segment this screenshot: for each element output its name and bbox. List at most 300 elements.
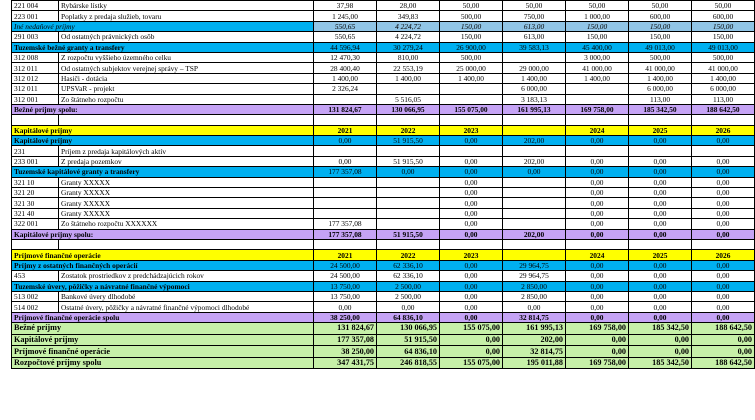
value-cell: 0,00: [440, 188, 503, 198]
table-row: [12, 177, 755, 187]
value-cell: [314, 94, 377, 104]
value-cell: 0,00: [503, 167, 566, 177]
row-label: Bankové úvery dlhodobé: [59, 291, 314, 301]
row-code: 513 002: [12, 291, 59, 301]
row-label: Hasiči - dotácia: [59, 73, 314, 83]
row-code: 221 004: [12, 1, 59, 11]
row-label: Od ostatných subjektov verejnej správy – TSP: [59, 63, 314, 73]
value-cell: [566, 115, 629, 125]
summary-value: 0,00: [566, 334, 629, 346]
summary-value: 246 818,55: [377, 357, 440, 369]
value-cell: 2 326,24: [314, 84, 377, 94]
row-label: UPSVaR - projekt: [59, 84, 314, 94]
value-cell: 500,00: [692, 52, 755, 62]
table-row: [12, 291, 755, 301]
row-label: Bežné príjmy spolu:: [12, 104, 314, 114]
row-code: 233 001: [12, 156, 59, 166]
value-cell: 550,65: [314, 32, 377, 42]
total-row: [12, 312, 755, 322]
spacer-row: [12, 239, 755, 249]
value-cell: 0,00: [440, 156, 503, 166]
value-cell: 51 915,50: [377, 229, 440, 239]
value-cell: 0,00: [692, 136, 755, 146]
value-cell: 37,98: [314, 1, 377, 11]
table-row: [12, 32, 755, 42]
value-cell: 1 400,00: [692, 73, 755, 83]
value-cell: 2023: [440, 250, 503, 260]
value-cell: 29 000,00: [503, 63, 566, 73]
value-cell: 155 075,00: [440, 104, 503, 114]
row-label: Rybárske lístky: [59, 1, 314, 11]
row-code: 312 011: [12, 63, 59, 73]
value-cell: 0,00: [314, 302, 377, 312]
value-cell: 0,00: [566, 198, 629, 208]
row-code: 321 40: [12, 208, 59, 218]
value-cell: 150,00: [440, 32, 503, 42]
value-cell: 50,00: [566, 1, 629, 11]
value-cell: 25 000,00: [440, 63, 503, 73]
value-cell: [692, 239, 755, 249]
value-cell: [503, 188, 566, 198]
value-cell: 1 000,00: [566, 11, 629, 21]
summary-value: 169 758,00: [566, 323, 629, 335]
value-cell: 50,00: [503, 1, 566, 11]
section-row: [12, 260, 755, 270]
value-cell: [377, 239, 440, 249]
value-cell: 0,00: [629, 136, 692, 146]
summary-value: 188 642,50: [692, 357, 755, 369]
value-cell: 0,00: [692, 229, 755, 239]
value-cell: 2024: [566, 250, 629, 260]
summary-value: 0,00: [440, 334, 503, 346]
value-cell: 2 500,00: [377, 281, 440, 291]
row-label: Tuzemské bežné granty a transfery: [12, 42, 314, 52]
value-cell: 0,00: [440, 229, 503, 239]
value-cell: 113,00: [692, 94, 755, 104]
table-row: [12, 73, 755, 83]
value-cell: 0,00: [629, 291, 692, 301]
row-label: [59, 115, 314, 125]
value-cell: 5 516,05: [377, 94, 440, 104]
value-cell: 113,00: [629, 94, 692, 104]
value-cell: 2022: [377, 125, 440, 135]
row-label: Granty XXXXX: [59, 208, 314, 218]
row-label: Príjem z predaja kapitálových aktív: [59, 146, 314, 156]
summary-value: 38 250,00: [314, 346, 377, 358]
value-cell: 600,00: [629, 11, 692, 21]
value-cell: 0,00: [692, 219, 755, 229]
value-cell: 0,00: [629, 219, 692, 229]
value-cell: 0,00: [629, 260, 692, 270]
value-cell: [503, 239, 566, 249]
table-row: [12, 198, 755, 208]
table-row: [12, 52, 755, 62]
value-cell: 2 500,00: [377, 291, 440, 301]
summary-value: 131 824,67: [314, 323, 377, 335]
value-cell: 2025: [629, 125, 692, 135]
value-cell: 0,00: [566, 219, 629, 229]
value-cell: 150,00: [692, 21, 755, 31]
table-row: [12, 94, 755, 104]
row-code: 312 012: [12, 73, 59, 83]
section-row: [12, 42, 755, 52]
value-cell: [692, 115, 755, 125]
summary-value: 188 642,50: [692, 323, 755, 335]
value-cell: 500,00: [440, 52, 503, 62]
summary-value: 0,00: [566, 346, 629, 358]
value-cell: [503, 198, 566, 208]
value-cell: 0,00: [692, 208, 755, 218]
value-cell: 0,00: [692, 271, 755, 281]
summary-value: 0,00: [692, 346, 755, 358]
value-cell: [377, 188, 440, 198]
summary-value: 130 066,95: [377, 323, 440, 335]
value-cell: 0,00: [692, 312, 755, 322]
summary-value: 64 836,10: [377, 346, 440, 358]
value-cell: [314, 146, 377, 156]
value-cell: 0,00: [566, 156, 629, 166]
header-row: [12, 250, 755, 260]
value-cell: 50,00: [629, 1, 692, 11]
value-cell: 1 400,00: [440, 73, 503, 83]
row-code: 322 001: [12, 219, 59, 229]
value-cell: 0,00: [440, 302, 503, 312]
value-cell: [503, 208, 566, 218]
value-cell: 131 824,67: [314, 104, 377, 114]
value-cell: 0,00: [377, 167, 440, 177]
value-cell: [377, 198, 440, 208]
value-cell: 0,00: [692, 167, 755, 177]
value-cell: 177 357,08: [314, 167, 377, 177]
value-cell: 41 000,00: [566, 63, 629, 73]
row-label: Kapitálové príjmy: [12, 125, 314, 135]
value-cell: 810,00: [377, 52, 440, 62]
value-cell: 1 400,00: [566, 73, 629, 83]
value-cell: 4 224,72: [377, 32, 440, 42]
value-cell: [503, 115, 566, 125]
row-code: 223 001: [12, 11, 59, 21]
row-label: Z predaja pozemkov: [59, 156, 314, 166]
value-cell: 0,00: [692, 302, 755, 312]
table-row: [12, 63, 755, 73]
value-cell: 39 583,13: [503, 42, 566, 52]
value-cell: 51 915,50: [377, 156, 440, 166]
value-cell: 613,00: [503, 32, 566, 42]
value-cell: 24 500,00: [314, 260, 377, 270]
value-cell: [440, 115, 503, 125]
value-cell: 1 245,00: [314, 11, 377, 21]
summary-value: 161 995,13: [503, 323, 566, 335]
value-cell: 202,00: [503, 136, 566, 146]
row-code: 453: [12, 271, 59, 281]
value-cell: 0,00: [692, 188, 755, 198]
value-cell: 150,00: [692, 32, 755, 42]
summary-value: 32 814,75: [503, 346, 566, 358]
row-label: Od ostatných právnických osôb: [59, 32, 314, 42]
value-cell: 26 900,00: [440, 42, 503, 52]
value-cell: 202,00: [503, 229, 566, 239]
total-row: [12, 229, 755, 239]
value-cell: 0,00: [440, 291, 503, 301]
value-cell: [314, 239, 377, 249]
value-cell: 2026: [692, 250, 755, 260]
value-cell: 0,00: [629, 167, 692, 177]
value-cell: 0,00: [566, 136, 629, 146]
row-code: 312 001: [12, 94, 59, 104]
summary-value: 0,00: [629, 334, 692, 346]
value-cell: 13 750,00: [314, 281, 377, 291]
value-cell: 150,00: [566, 21, 629, 31]
value-cell: 0,00: [566, 312, 629, 322]
summary-value: 0,00: [440, 346, 503, 358]
value-cell: 0,00: [566, 167, 629, 177]
summary-label: Rozpočtové príjmy spolu: [12, 357, 314, 369]
value-cell: 169 758,00: [566, 104, 629, 114]
row-code: [12, 239, 59, 249]
row-label: Zo štátneho rozpočtu: [59, 94, 314, 104]
subsection-row: [12, 21, 755, 31]
value-cell: 0,00: [503, 302, 566, 312]
total-row: [12, 104, 755, 114]
value-cell: 0,00: [566, 260, 629, 270]
value-cell: 349,83: [377, 11, 440, 21]
value-cell: [377, 146, 440, 156]
value-cell: 29 964,75: [503, 271, 566, 281]
value-cell: [629, 239, 692, 249]
value-cell: 2 850,00: [503, 291, 566, 301]
value-cell: 3 183,13: [503, 94, 566, 104]
table-row: [12, 188, 755, 198]
value-cell: 22 553,19: [377, 63, 440, 73]
value-cell: 50,00: [440, 1, 503, 11]
value-cell: 0,00: [629, 177, 692, 187]
value-cell: 2025: [629, 250, 692, 260]
value-cell: 1 400,00: [503, 73, 566, 83]
value-cell: 0,00: [440, 281, 503, 291]
value-cell: 3 000,00: [566, 52, 629, 62]
value-cell: 0,00: [692, 177, 755, 187]
budget-sheet: [11, 0, 752, 369]
value-cell: 12 470,30: [314, 52, 377, 62]
header-row: [12, 125, 755, 135]
value-cell: 41 000,00: [629, 63, 692, 73]
row-label: Granty XXXXX: [59, 177, 314, 187]
table-row: [12, 302, 755, 312]
value-cell: [377, 219, 440, 229]
value-cell: 38 250,00: [314, 312, 377, 322]
value-cell: [440, 239, 503, 249]
row-label: Príjmy z ostatných finančných operácií: [12, 260, 314, 270]
summary-value: 155 075,00: [440, 323, 503, 335]
table-row: [12, 219, 755, 229]
summary-row: [12, 334, 755, 346]
table-row: [12, 271, 755, 281]
value-cell: [503, 219, 566, 229]
summary-label: Bežné príjmy: [12, 323, 314, 335]
value-cell: 49 013,00: [629, 42, 692, 52]
row-label: Granty XXXXX: [59, 198, 314, 208]
value-cell: 0,00: [629, 156, 692, 166]
value-cell: 28,00: [377, 1, 440, 11]
value-cell: 32 814,75: [503, 312, 566, 322]
row-code: 312 011: [12, 84, 59, 94]
value-cell: 0,00: [692, 198, 755, 208]
summary-value: 347 431,75: [314, 357, 377, 369]
table-row: [12, 84, 755, 94]
section-row: [12, 281, 755, 291]
value-cell: 51 915,50: [377, 136, 440, 146]
value-cell: 0,00: [629, 281, 692, 291]
value-cell: 49 013,00: [692, 42, 755, 52]
value-cell: 0,00: [566, 302, 629, 312]
row-label: Iné nedaňové príjmy: [12, 21, 314, 31]
row-label: Zostatok prostriedkov z predchádzajúcich rokov: [59, 271, 314, 281]
value-cell: 0,00: [629, 188, 692, 198]
value-cell: 24 500,00: [314, 271, 377, 281]
value-cell: 0,00: [440, 271, 503, 281]
value-cell: 161 995,13: [503, 104, 566, 114]
value-cell: [629, 115, 692, 125]
section-row: [12, 167, 755, 177]
row-label: [59, 239, 314, 249]
row-label: Príjmové finančné operácie: [12, 250, 314, 260]
summary-row: [12, 357, 755, 369]
value-cell: 0,00: [566, 271, 629, 281]
value-cell: [440, 84, 503, 94]
value-cell: 41 000,00: [692, 63, 755, 73]
value-cell: 0,00: [566, 177, 629, 187]
value-cell: 550,65: [314, 21, 377, 31]
table-row: [12, 208, 755, 218]
value-cell: 0,00: [566, 291, 629, 301]
value-cell: 2024: [566, 125, 629, 135]
row-code: 321 30: [12, 198, 59, 208]
summary-value: 195 011,88: [503, 357, 566, 369]
summary-value: 0,00: [692, 334, 755, 346]
value-cell: [566, 84, 629, 94]
value-cell: 0,00: [566, 208, 629, 218]
value-cell: [566, 94, 629, 104]
value-cell: 6 000,00: [503, 84, 566, 94]
value-cell: [314, 177, 377, 187]
value-cell: 0,00: [566, 281, 629, 291]
value-cell: [440, 146, 503, 156]
value-cell: 6 000,00: [692, 84, 755, 94]
spacer-row: [12, 115, 755, 125]
value-cell: [314, 115, 377, 125]
value-cell: 202,00: [503, 156, 566, 166]
value-cell: 50,00: [692, 1, 755, 11]
section-row: [12, 136, 755, 146]
value-cell: 500,00: [629, 52, 692, 62]
value-cell: 0,00: [629, 208, 692, 218]
value-cell: [377, 208, 440, 218]
value-cell: 13 750,00: [314, 291, 377, 301]
table-row: [12, 146, 755, 156]
value-cell: 0,00: [314, 136, 377, 146]
value-cell: [314, 188, 377, 198]
value-cell: 500,00: [440, 11, 503, 21]
value-cell: 0,00: [440, 177, 503, 187]
row-label: Kapitálové príjmy spolu:: [12, 229, 314, 239]
value-cell: [503, 52, 566, 62]
summary-value: 155 075,00: [440, 357, 503, 369]
value-cell: 150,00: [629, 32, 692, 42]
row-code: [12, 115, 59, 125]
row-code: 312 008: [12, 52, 59, 62]
value-cell: 0,00: [440, 167, 503, 177]
value-cell: 0,00: [629, 312, 692, 322]
value-cell: 4 224,72: [377, 21, 440, 31]
value-cell: 0,00: [566, 188, 629, 198]
value-cell: 1 400,00: [629, 73, 692, 83]
value-cell: [566, 239, 629, 249]
value-cell: 2021: [314, 125, 377, 135]
row-code: 514 002: [12, 302, 59, 312]
value-cell: 62 336,10: [377, 271, 440, 281]
value-cell: 177 357,08: [314, 229, 377, 239]
value-cell: 0,00: [440, 198, 503, 208]
value-cell: 0,00: [629, 229, 692, 239]
value-cell: [314, 198, 377, 208]
value-cell: 2 850,00: [503, 281, 566, 291]
value-cell: 150,00: [440, 21, 503, 31]
value-cell: 177 357,08: [314, 219, 377, 229]
summary-value: 177 357,08: [314, 334, 377, 346]
value-cell: 6 000,00: [629, 84, 692, 94]
summary-value: 185 342,50: [629, 357, 692, 369]
table-row: [12, 156, 755, 166]
value-cell: 0,00: [692, 156, 755, 166]
summary-label: Kapitálové príjmy: [12, 334, 314, 346]
value-cell: [377, 84, 440, 94]
value-cell: 150,00: [566, 32, 629, 42]
row-label: Zo štátneho rozpočtu XXXXXX: [59, 219, 314, 229]
value-cell: 45 400,00: [566, 42, 629, 52]
value-cell: 0,00: [314, 156, 377, 166]
summary-value: 51 915,50: [377, 334, 440, 346]
value-cell: 0,00: [440, 136, 503, 146]
value-cell: 2021: [314, 250, 377, 260]
value-cell: 613,00: [503, 21, 566, 31]
income-table: [11, 0, 755, 369]
value-cell: 1 400,00: [314, 73, 377, 83]
value-cell: 0,00: [692, 281, 755, 291]
value-cell: 750,00: [503, 11, 566, 21]
value-cell: 188 642,50: [692, 104, 755, 114]
summary-label: Príjmové finančné operácie: [12, 346, 314, 358]
value-cell: [503, 250, 566, 260]
row-label: Tuzemské úvery, pôžičky a návratné finančné výpomoci: [12, 281, 314, 291]
value-cell: 0,00: [377, 302, 440, 312]
value-cell: 0,00: [629, 271, 692, 281]
row-code: 291 003: [12, 32, 59, 42]
value-cell: 44 596,94: [314, 42, 377, 52]
table-row: [12, 11, 755, 21]
value-cell: 150,00: [629, 21, 692, 31]
value-cell: [503, 177, 566, 187]
value-cell: 600,00: [692, 11, 755, 21]
value-cell: [503, 125, 566, 135]
value-cell: 64 836,10: [377, 312, 440, 322]
row-label: Príjmové finančné operácie spolu: [12, 312, 314, 322]
value-cell: [566, 146, 629, 156]
value-cell: 28 400,40: [314, 63, 377, 73]
value-cell: [377, 177, 440, 187]
value-cell: [692, 146, 755, 156]
value-cell: [377, 115, 440, 125]
value-cell: 0,00: [440, 219, 503, 229]
